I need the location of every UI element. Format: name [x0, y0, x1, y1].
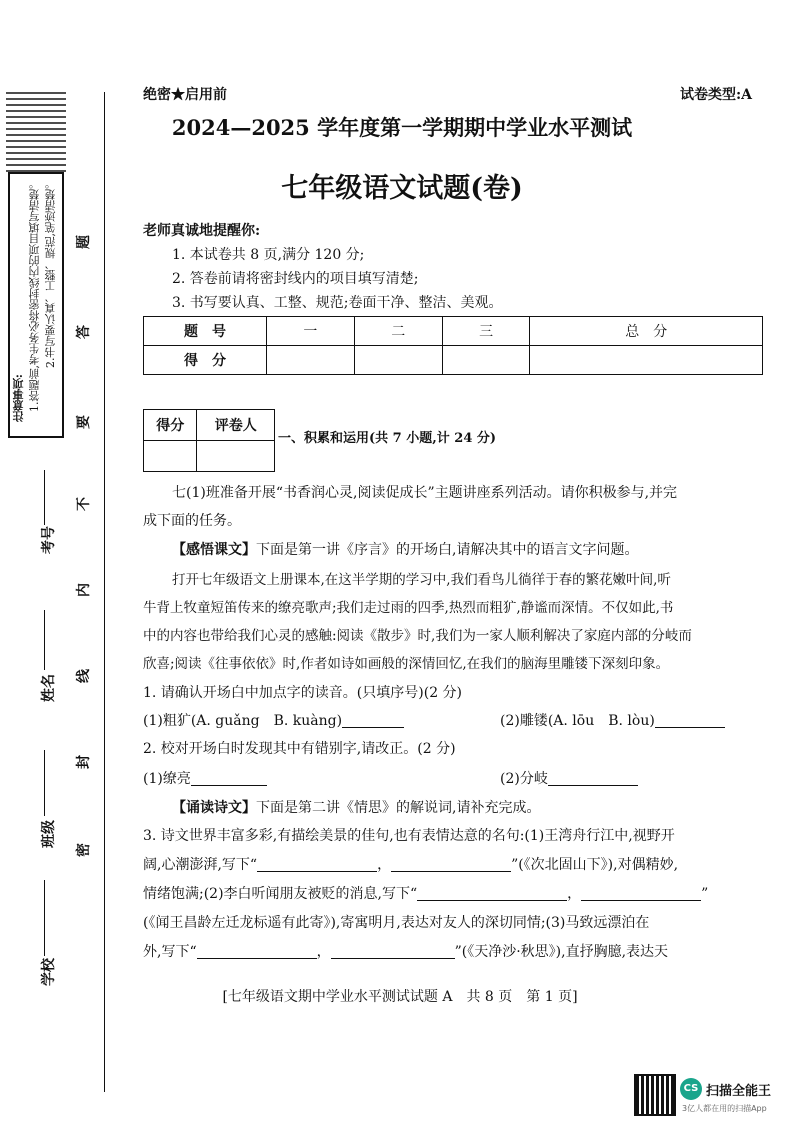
q1-a-answer[interactable] — [342, 727, 404, 728]
scanner-name: 扫描全能王 — [706, 1084, 772, 1099]
seal-char: 内 — [76, 583, 92, 597]
score-cell[interactable] — [530, 346, 763, 375]
notice-title: 注意事项: — [12, 374, 25, 423]
q3-text: 情绪饱满;(2)李白听闻朋友被贬的消息,写下“ — [143, 886, 418, 902]
seal-char: 答 — [76, 325, 92, 339]
q3-text: ”(《天净沙·秋思》),直抒胸臆,表达天 — [454, 944, 669, 960]
scanner-logo: CS — [680, 1078, 702, 1100]
seal-char: 封 — [76, 755, 92, 769]
q1-part-b: (2)雕镂(A. lōu B. lòu) — [500, 713, 655, 729]
notice-item-1: 1.答题前,考生务必将密封线内的项目填写清楚。 — [28, 178, 41, 412]
q1-part-a: (1)粗犷(A. guǎng B. kuàng) — [143, 713, 343, 729]
score-row-label: 得 分 — [144, 346, 267, 375]
question-2: 2. 校对开场白时发现其中有错别字,请改正。(2 分) — [143, 741, 456, 757]
notice-item-2: 2.书写要认真、工整、规范,笔迹清楚。 — [44, 178, 57, 368]
q3-blank[interactable] — [257, 871, 377, 872]
task-tag: 【感悟课文】 — [172, 542, 256, 558]
task-text: 下面是第一讲《序言》的开场白,请解决其中的语言文字问题。 — [256, 542, 639, 558]
scanner-tagline: 3亿人都在用的扫描App — [682, 1104, 767, 1113]
exam-number-label: 考号 — [41, 526, 57, 554]
q2-a-answer[interactable] — [191, 785, 267, 786]
secret-label: 绝密★启用前 — [143, 87, 227, 103]
seal-char: 不 — [76, 497, 92, 511]
page-subtitle: 七年级语文试题(卷) — [281, 173, 523, 204]
name-label: 姓名 — [41, 674, 57, 702]
q3-text: ”(《次北固山下》),对偶精妙, — [511, 857, 679, 873]
q3-text: 阔,心潮澎湃,写下“ — [143, 857, 258, 873]
seal-char: 要 — [76, 415, 92, 429]
exam-number-field[interactable] — [44, 470, 45, 525]
q3-blank[interactable] — [581, 900, 701, 901]
grader-table — [143, 409, 275, 472]
score-table — [143, 316, 763, 375]
question-3: 3. 诗文世界丰富多彩,有描绘美景的佳句,也有表情达意的名句:(1)王湾舟行江中,视野开 — [143, 828, 675, 844]
seal-char: 线 — [76, 669, 92, 683]
reminder-item: 3. 书写要认真、工整、规范;卷面干净、整洁、美观。 — [172, 295, 503, 311]
q2-b-answer[interactable] — [548, 785, 638, 786]
score-header-cell: 题 号 — [144, 317, 267, 346]
intro-line: 七(1)班准备开展“书香润心灵,阅读促成长”主题讲座系列活动。请你积极参与,并完 — [172, 485, 678, 501]
q3-text: (《闻王昌龄左迁龙标遥有此寄》),寄寓明月,表达对友人的深切同情;(3)马致远漂泊在 — [143, 915, 650, 931]
score-cell[interactable] — [267, 346, 355, 375]
q2-part-b: (2)分岐 — [500, 771, 548, 787]
class-field[interactable] — [44, 750, 45, 816]
score-header-cell: 三 — [442, 317, 530, 346]
intro-line: 成下面的任务。 — [143, 513, 241, 529]
seal-char: 密 — [76, 843, 92, 857]
score-header-cell: 二 — [354, 317, 442, 346]
seal-line — [104, 92, 105, 1092]
q3-blank[interactable] — [417, 900, 567, 901]
question-1: 1. 请确认开场白中加点字的读音。(只填序号)(2 分) — [143, 685, 463, 701]
seal-char: 题 — [76, 235, 92, 249]
name-field[interactable] — [44, 610, 45, 670]
passage-line: 牛背上牧童短笛传来的缭亮歌声;我们走过雨的四季,热烈而粗犷,静谧而深情。不仅如此,书 — [143, 600, 674, 616]
q3-blank[interactable] — [197, 958, 317, 959]
grader-score-cell[interactable] — [144, 441, 197, 472]
grader-name-header: 评卷人 — [197, 410, 275, 441]
grader-score-header: 得分 — [144, 410, 197, 441]
section-heading: 一、积累和运用(共 7 小题,计 24 分) — [278, 431, 497, 446]
q3-blank[interactable] — [391, 871, 511, 872]
task-text: 下面是第二讲《情思》的解说词,请补充完成。 — [256, 800, 541, 816]
paper-type: 试卷类型:A — [680, 87, 753, 103]
score-cell[interactable] — [442, 346, 530, 375]
passage-line: 欣喜;阅读《往事依依》时,作者如诗如画般的深情回忆,在我们的脑海里雕镂下深刻印象。 — [143, 656, 670, 672]
score-cell[interactable] — [354, 346, 442, 375]
passage-line: 打开七年级语文上册课本,在这半学期的学习中,我们看鸟儿徜徉于春的繁花嫩叶间,听 — [172, 572, 671, 588]
task-tag: 【诵读诗文】 — [172, 800, 256, 816]
class-label: 班级 — [41, 820, 57, 848]
q1-b-answer[interactable] — [655, 727, 725, 728]
score-header-cell: 总 分 — [530, 317, 763, 346]
reminder-lead: 老师真诚地提醒你: — [143, 223, 261, 239]
page-footer: [七年级语文期中学业水平测试试题 A 共 8 页 第 1 页] — [222, 989, 578, 1005]
passage-line: 中的内容也带给我们心灵的感触:阅读《散步》时,我们为一家人顺利解决了家庭内部的分岐而 — [143, 628, 692, 644]
grader-name-cell[interactable] — [197, 441, 275, 472]
score-header-cell: 一 — [267, 317, 355, 346]
q3-blank[interactable] — [331, 958, 455, 959]
reminder-item: 1. 本试卷共 8 页,满分 120 分; — [172, 247, 365, 263]
q2-part-a: (1)缭亮 — [143, 771, 191, 787]
school-label: 学校 — [41, 958, 57, 986]
qr-code — [636, 1076, 674, 1114]
margin-decoration — [6, 92, 66, 172]
q3-text: 外,写下“ — [143, 944, 197, 960]
school-field[interactable] — [44, 880, 45, 956]
reminder-item: 2. 答卷前请将密封线内的项目填写清楚; — [172, 271, 419, 287]
notice-box — [8, 172, 64, 438]
page-title: 2024—2025 学年度第一学期期中学业水平测试 — [171, 115, 633, 140]
